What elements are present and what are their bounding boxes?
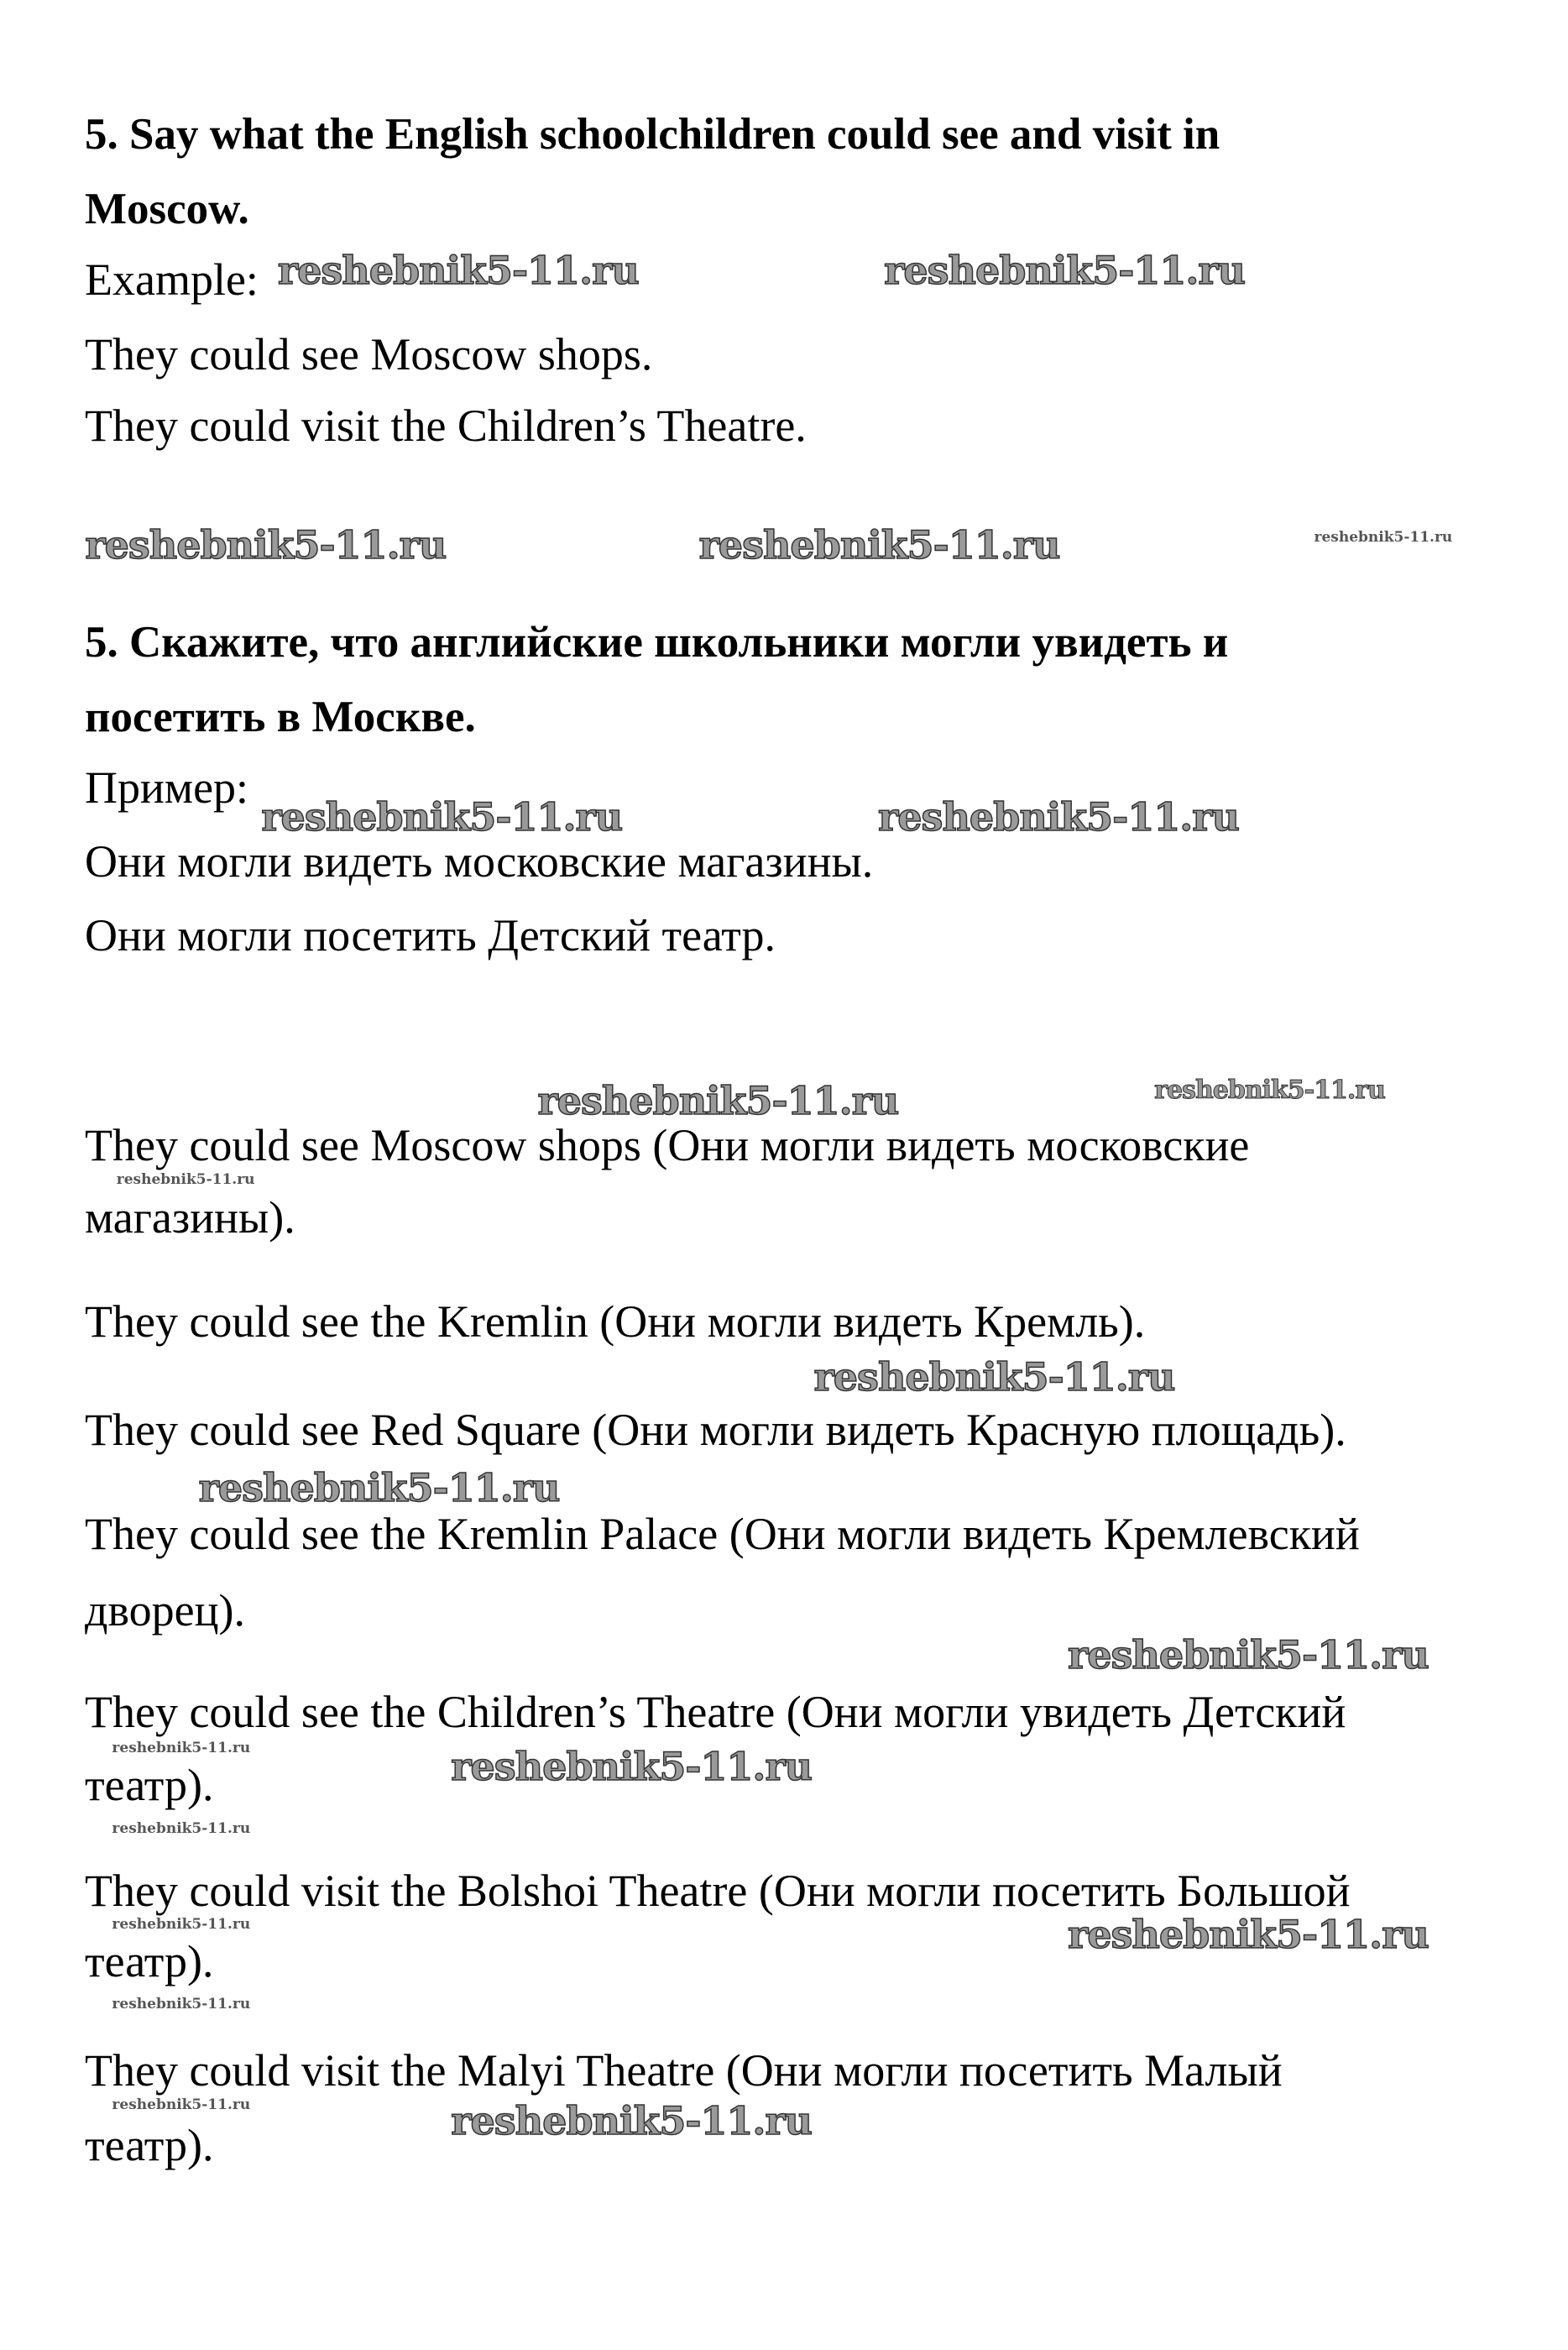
watermark: reshebnik5-11.ru [813,1354,1175,1400]
example-line: Они могли посетить Детский театр. [85,909,776,960]
answer-line: магазины). [85,1191,295,1243]
task-title-ru: 5. Скажите, что английские школьники могли увидеть и [85,617,1229,667]
answer-line: They could visit the Bolshoi Theatre (Они могли посетить Большой [85,1866,1351,1917]
answer-line: They could see Moscow shops (Они могли видеть московские [85,1120,1250,1171]
watermark: reshebnik5-11.ru [884,247,1246,293]
watermark: reshebnik5-11.ru [1154,1076,1385,1106]
watermark: reshebnik5-11.ru [112,2096,251,2114]
answer-line: театр). [85,2119,214,2170]
example-line: They could visit the Children’s Theatre. [85,400,807,451]
example-line: They could see Moscow shops. [85,328,653,379]
example-line: Они могли видеть московские магазины. [85,836,874,887]
watermark: reshebnik5-11.ru [112,1916,251,1934]
example-label: Пример: [85,762,249,813]
watermark: reshebnik5-11.ru [261,793,623,840]
watermark: reshebnik5-11.ru [1067,1911,1429,1957]
watermark: reshebnik5-11.ru [85,522,447,568]
answer-line: театр). [85,1935,214,1986]
example-label: Example: [85,254,259,305]
watermark: reshebnik5-11.ru [116,1170,255,1188]
watermark: reshebnik5-11.ru [198,1464,560,1510]
answer-line: They could see the Kremlin Palace (Они могли видеть Кремлевский [85,1509,1360,1560]
answer-line: дворец). [85,1584,245,1636]
watermark: reshebnik5-11.ru [112,1820,251,1838]
watermark: reshebnik5-11.ru [112,1740,251,1757]
task-title-ru: посетить в Москве. [85,692,476,741]
watermark: reshebnik5-11.ru [537,1077,899,1123]
answer-line: They could visit the Malyi Theatre (Они могли посетить Малый [85,2044,1283,2096]
answer-line: They could see the Kremlin (Они могли видеть Кремль). [85,1296,1146,1348]
watermark: reshebnik5-11.ru [451,1744,813,1790]
watermark: reshebnik5-11.ru [112,1995,251,2012]
watermark: reshebnik5-11.ru [451,2098,813,2144]
watermark: reshebnik5-11.ru [1067,1632,1429,1677]
task-title-en: Moscow. [85,185,249,234]
answer-line: They could see Red Square (Они могли видеть Красную площадь). [85,1404,1346,1455]
watermark: reshebnik5-11.ru [878,793,1239,840]
answer-line: They could see the Children’s Theatre (Они могли увидеть Детский [85,1686,1346,1737]
watermark: reshebnik5-11.ru [1314,528,1453,546]
watermark: reshebnik5-11.ru [698,522,1060,568]
task-title-en: 5. Say what the English schoolchildren could see and visit in [85,110,1220,160]
answer-line: театр). [85,1759,214,1810]
watermark: reshebnik5-11.ru [277,247,639,293]
